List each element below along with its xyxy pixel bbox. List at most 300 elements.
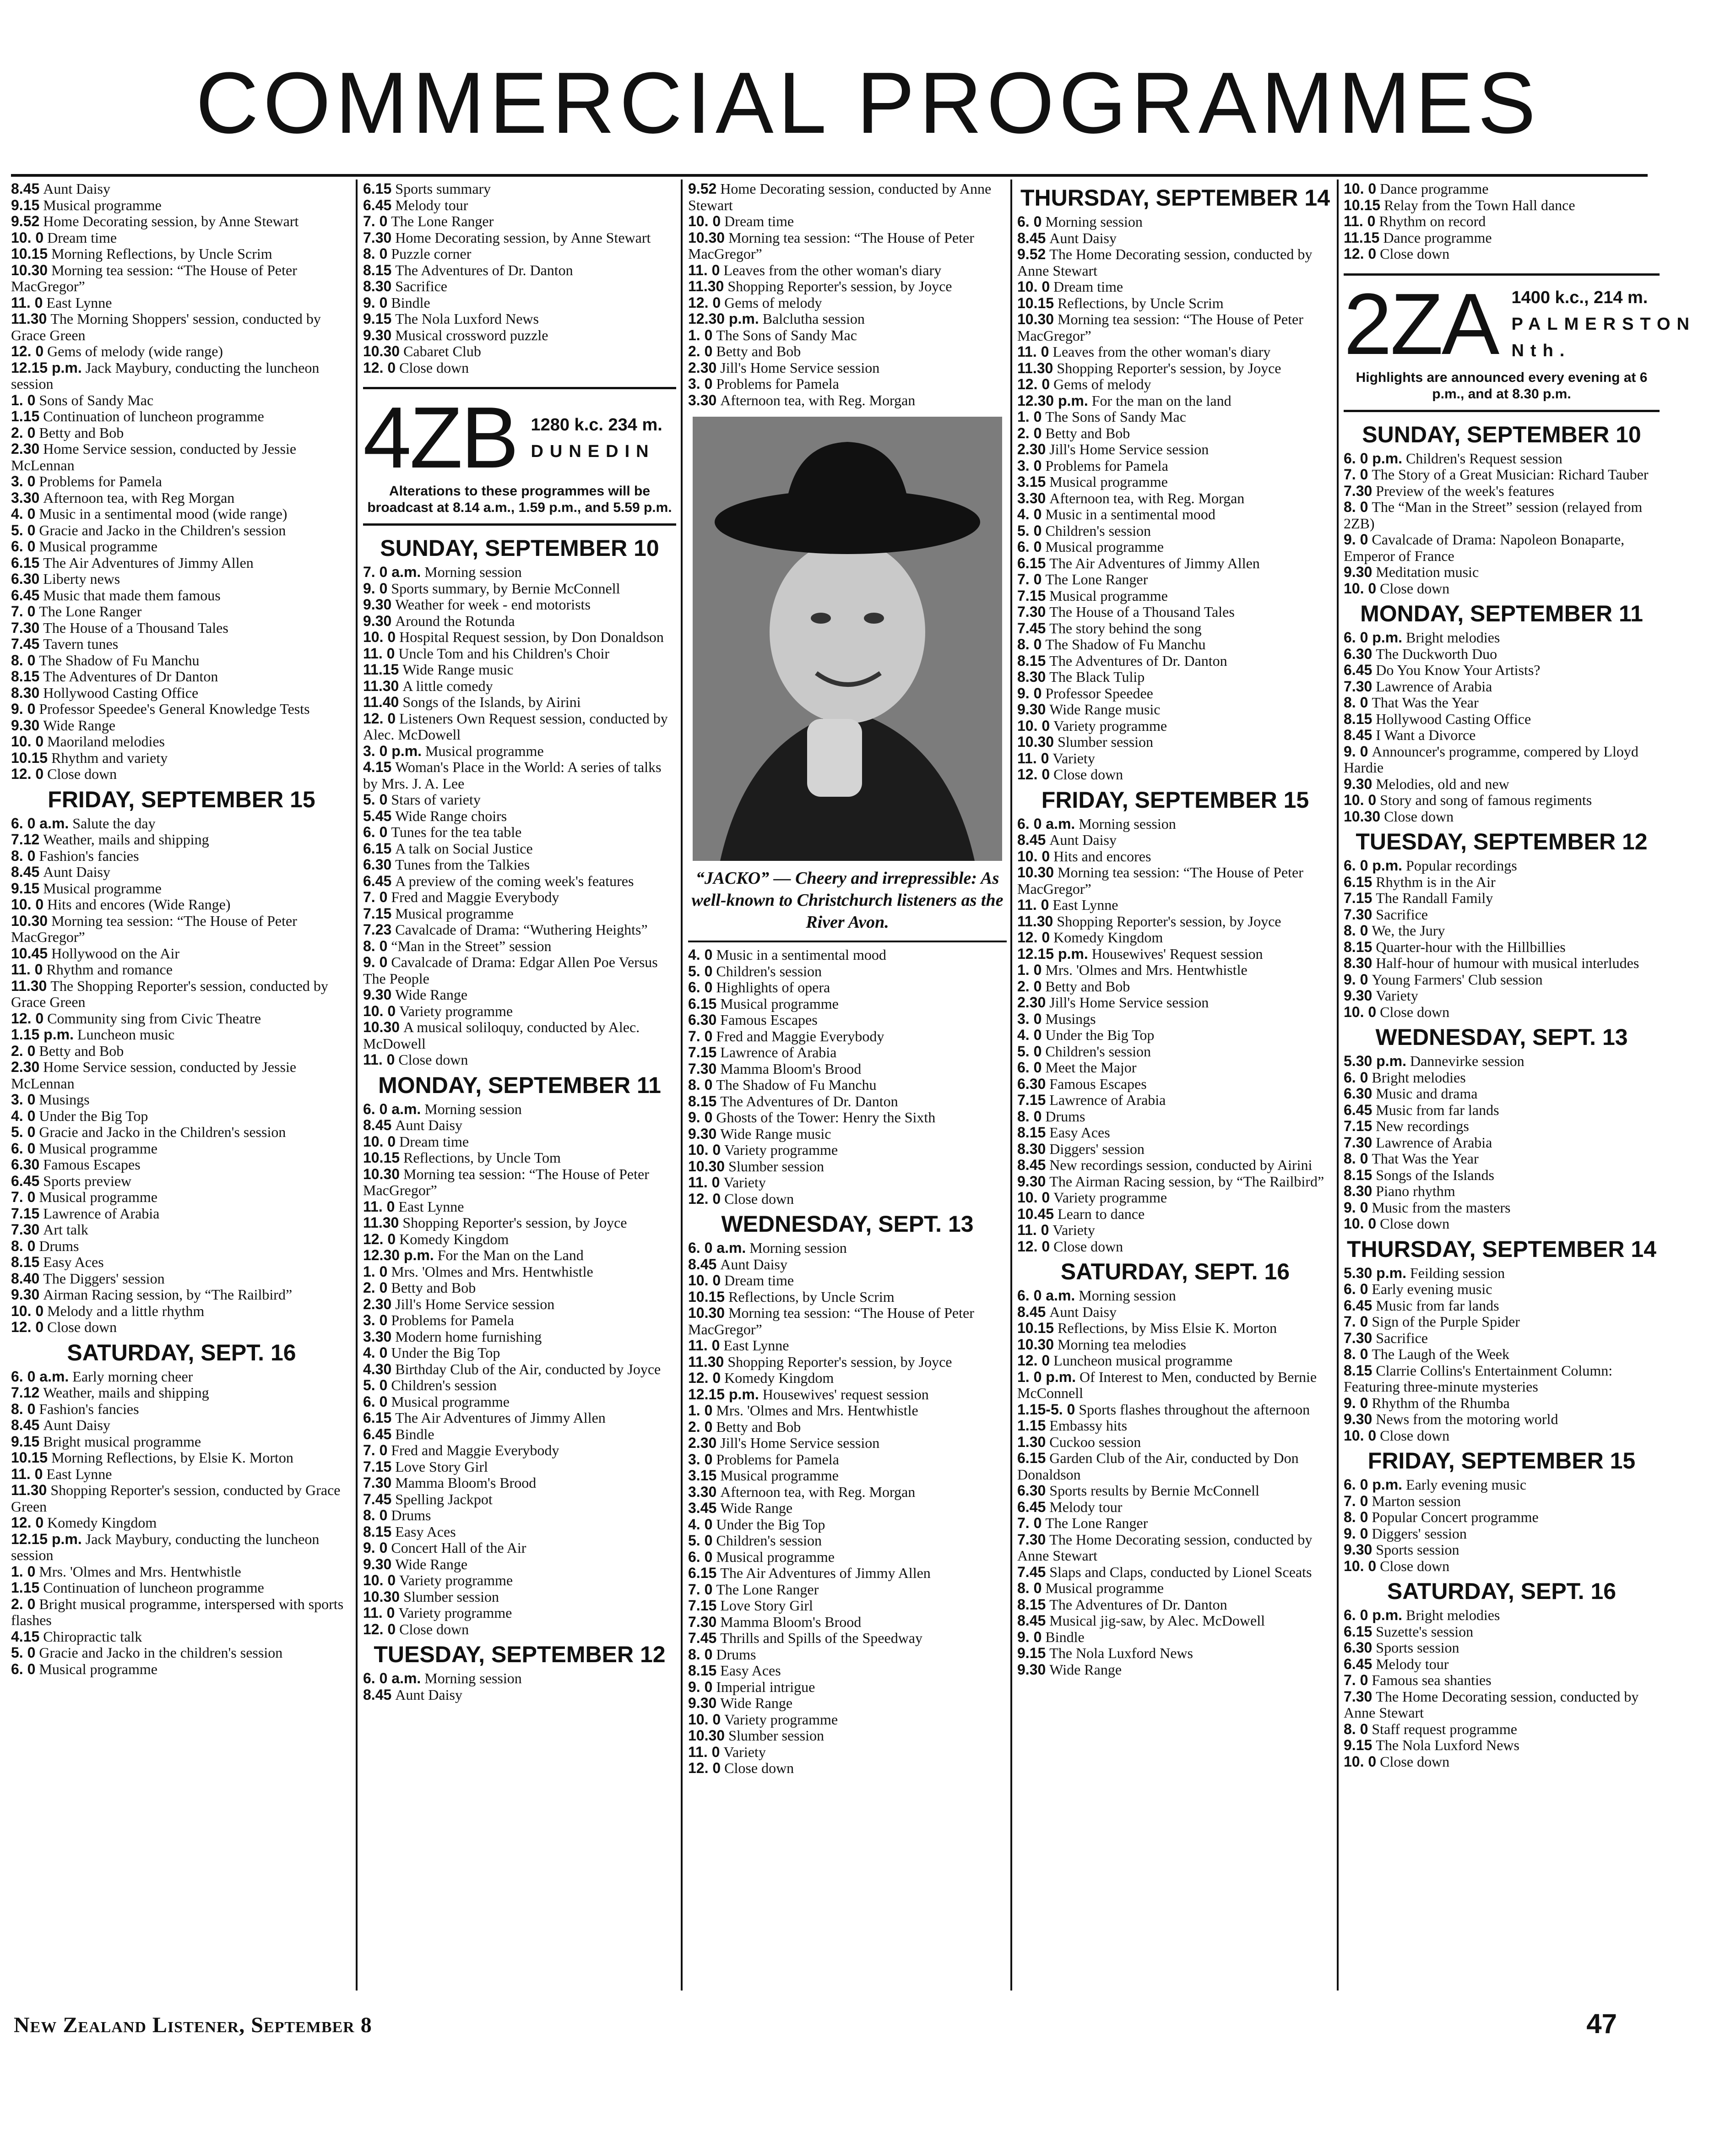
programme-title: Aunt Daisy [43,1417,110,1433]
programme-item [1017,979,1333,995]
programme-time: 8.15 [1344,1362,1373,1379]
programme-title: Young Farmers' Club session [1372,971,1543,988]
programme-item [1017,1044,1333,1060]
programme-title: Jill's Home Service session [720,1435,880,1451]
programme-time: 8. 0 [1344,1150,1368,1167]
programme-item [1344,1298,1660,1314]
programme-time: 12. 0 [688,1190,721,1207]
programme-title: Modern home furnishing [395,1328,542,1345]
programme-item [688,1744,1007,1761]
programme-item [11,1173,352,1190]
programme-item [363,662,676,678]
programme-time: 10.15 [11,1449,48,1466]
programme-item [1344,744,1660,776]
programme-time: 7.15 [1017,587,1046,604]
programme-title: The Morning Shoppers' session, conducted by Grace Green [11,310,321,343]
programme-time: 6.45 [1344,1101,1373,1118]
programme-time: 7. 0 [1017,571,1042,587]
programme-title: Hospital Request session, by Don Donaldson [399,629,664,645]
programme-title: The Adventures of Dr. Danton [1049,1596,1227,1613]
programme-time: 2. 0 [11,1595,36,1612]
programme-item [11,392,352,409]
programme-item [11,1011,352,1027]
programme-time: 7.12 [11,831,40,848]
programme-title: The Nola Luxford News [395,310,539,327]
programme-item [1344,923,1660,939]
programme-item [11,881,352,897]
programme-title: Close down [398,1051,468,1068]
programme-title: Tunes for the tea table [391,824,522,840]
programme-time: 7.45 [363,1490,392,1507]
programme-time: 12.30 p.m. [363,1247,434,1263]
programme-item [363,1556,676,1573]
programme-title: Leaves from the other woman's diary [723,261,942,278]
programme-title: The Air Adventures of Jimmy Allen [720,1565,931,1581]
programme-time: 7.45 [1017,620,1046,636]
programme-item [363,1377,676,1394]
programme-title: Dream time [1053,278,1123,295]
programme-title: Community sing from Civic Theatre [47,1010,261,1027]
programme-time: 10. 0 [1344,1557,1377,1574]
programme-title: Morning tea session: “The House of Peter MacGregor” [1017,311,1303,344]
programme-title: Morning Reflections, by Elsie K. Morton [51,1449,293,1466]
programme-time: 10.45 [1017,1205,1054,1222]
programme-item [688,262,1007,279]
programme-item [363,1312,676,1329]
programme-time: 8.45 [1017,1303,1046,1320]
programme-title: The Air Adventures of Jimmy Allen [1049,555,1260,571]
programme-item [11,262,352,295]
programme-title: The Home Decorating session, conducted by Anne Stewart [1344,1688,1639,1721]
programme-list [11,181,352,783]
programme-item [11,1661,352,1678]
programme-title: Famous sea shanties [1372,1672,1492,1688]
programme-time: 9.30 [363,596,392,613]
programme-time: 6. 0 p.m. [1344,450,1403,467]
programme-title: Slumber session [728,1727,824,1744]
programme-item [688,1647,1007,1663]
programme-time: 10.30 [688,1158,725,1175]
programme-time: 7. 0 [688,1028,713,1044]
programme-time: 8. 0 [688,1646,713,1663]
programme-title: Hollywood Casting Office [1376,710,1531,727]
programme-list [363,181,676,376]
programme-item [11,1059,352,1092]
programme-title: The Nola Luxford News [1049,1645,1193,1661]
station-top [363,389,676,486]
programme-item [1344,1411,1660,1428]
programme-title: Rhythm on record [1379,213,1486,229]
programme-title: Preview of the week's features [1376,482,1554,499]
programme-list [1344,1265,1660,1444]
programme-title: Bindle [395,1425,434,1442]
programme-time: 10.30 [1017,311,1054,327]
programme-item [1017,1353,1333,1369]
day-heading: WEDNESDAY, SEPT. 13 [1375,1024,1628,1050]
programme-title: Popular recordings [1406,857,1517,874]
programme-item [688,1077,1007,1093]
programme-time: 9.52 [11,213,40,229]
programme-item [1017,1369,1333,1402]
station-note: Alterations to these programmes will be broadcast at 8.14 a.m., 1.59 p.m., and 5.59 p.m. [367,484,672,515]
programme-title: Bright melodies [1406,629,1500,646]
station-frequency: 1280 k.c. 234 m. [531,415,662,435]
day-heading: SATURDAY, SEPT. 16 [1060,1259,1290,1284]
programme-title: Lawrence of Arabia [1376,1134,1492,1151]
programme-time: 10.30 [688,1727,725,1744]
programme-time: 5. 0 [688,1532,713,1549]
programme-title: Children's session [1045,522,1151,539]
programme-list [688,181,1007,408]
programme-list [1344,451,1660,597]
programme-title: Music in a sentimental mood (wide range) [39,506,288,522]
programme-item [1017,865,1333,897]
programme-time: 6.15 [1017,1450,1046,1466]
programme-item [688,1582,1007,1598]
programme-title: Gracie and Jacko in the children's session [39,1644,283,1661]
programme-item [1017,1304,1333,1321]
programme-title: Melody tour [1049,1498,1123,1515]
programme-title: Mrs. 'Olmes and Mrs. Hentwhistle [1045,962,1248,978]
programme-time: 6. 0 p.m. [1344,1607,1403,1623]
programme-time: 12. 0 [363,359,396,376]
programme-title: Early morning cheer [72,1368,193,1385]
programme-time: 6. 0 p.m. [1344,629,1403,646]
programme-item [1344,564,1660,581]
programme-time: 7.30 [688,1613,717,1630]
programme-time: 10. 0 [1344,1427,1377,1444]
programme-item [1344,1265,1660,1282]
day-heading: FRIDAY, SEPTEMBER 15 [1367,1448,1636,1474]
programme-time: 5. 0 [11,1644,36,1661]
programme-time: 8.15 [1017,652,1046,669]
programme-item [1017,1027,1333,1044]
programme-title: Bindle [391,294,430,311]
programme-time: 10. 0 [1344,1215,1377,1232]
programme-title: Wide Range music [1049,701,1161,718]
programme-item [363,987,676,1003]
programme-time: 3.15 [688,1467,717,1484]
programme-title: Problems for Pamela [39,473,162,489]
programme-item [1017,409,1333,425]
programme-title: Musical programme [1045,1580,1164,1596]
programme-item [1344,499,1660,532]
programme-title: Under the Big Top [391,1344,500,1361]
programme-item [363,694,676,711]
programme-time: 6.30 [1017,1482,1046,1499]
programme-time: 10.30 [688,1305,725,1321]
programme-item [688,1565,1007,1582]
programme-time: 8. 0 [11,1400,36,1417]
programme-item [11,1287,352,1303]
programme-time: 6. 0 a.m. [688,1240,746,1256]
programme-item [1344,776,1660,793]
programme-item [1017,653,1333,669]
programme-item [363,246,676,262]
programme-item [688,1387,1007,1403]
programme-title: Uncle Tom and his Children's Choir [398,645,610,662]
programme-time: 2.30 [1017,994,1046,1011]
programme-item [11,1580,352,1596]
programme-item [1017,1580,1333,1597]
programme-title: East Lynne [46,1465,112,1482]
programme-time: 6. 0 [1017,538,1042,555]
programme-title: New recordings session, conducted by Airini [1049,1157,1313,1173]
programme-item [11,962,352,978]
programme-title: Listeners Own Request session, conducted by Alec. McDowell [363,710,668,743]
programme-time: 5.45 [363,807,392,824]
programme-time: 8. 0 [1344,1720,1368,1737]
programme-item [1344,1558,1660,1575]
programme-title: Art talk [43,1221,88,1238]
programme-title: Variety [723,1743,766,1760]
programme-time: 3. 0 p.m. [363,742,422,759]
programme-time: 5. 0 [363,791,388,808]
programme-item [1344,1102,1660,1119]
programme-time: 8. 0 [1344,694,1368,711]
programme-item [11,1092,352,1108]
programme-title: Close down [47,766,117,782]
programme-title: Morning tea session: “The House of Peter MacGregor” [688,1305,974,1338]
programme-item [688,1093,1007,1110]
programme-item [1017,995,1333,1011]
column-divider [1010,179,1012,1991]
programme-title: Musical programme [43,196,162,213]
programme-title: Sports summary [395,180,491,197]
programme-time: 9.30 [1344,1541,1373,1558]
programme-time: 10.30 [363,1019,400,1035]
programme-title: Ghosts of the Tower: Henry the Sixth [716,1109,936,1126]
programme-time: 10. 0 [11,1302,44,1319]
programme-title: Fashion's fancies [39,1400,139,1417]
programme-time: 6.30 [11,571,40,587]
programme-time: 9.30 [363,612,392,629]
programme-time: 10.30 [1344,808,1381,825]
programme-item [1017,897,1333,914]
programme-title: Afternoon tea, with Reg. Morgan [1049,489,1245,506]
programme-time: 1. 0 [11,392,36,408]
programme-title: Slumber session [728,1158,824,1175]
programme-title: Aunt Daisy [43,180,110,197]
programme-title: Sports summary, by Bernie McConnell [391,580,620,597]
programme-time: 9. 0 [11,701,36,717]
programme-title: Cavalcade of Drama: Napoleon Bonaparte, Emperor of France [1344,531,1625,564]
programme-time: 8.45 [363,1117,392,1133]
programme-item [11,1645,352,1661]
programme-time: 11. 0 [363,1051,395,1068]
programme-title: Wide Range [1049,1661,1122,1678]
programme-item [1344,1118,1660,1135]
programme-title: Maoriland melodies [47,733,165,750]
programme-time: 11. 0 [1017,1222,1049,1238]
programme-title: Rhythm and romance [46,961,173,978]
programme-title: Bindle [1045,1628,1085,1645]
programme-time: 1.30 [1017,1433,1046,1450]
programme-title: Love Story Girl [720,1597,813,1614]
programme-title: Sports preview [43,1172,132,1189]
programme-item [11,978,352,1011]
programme-time: 10.30 [363,1165,400,1182]
programme-time: 6.45 [1344,1655,1373,1672]
programme-title: Jill's Home Service session [395,1295,555,1312]
programme-title: Morning tea session: “The House of Peter MacGregor” [363,1165,649,1198]
programme-item [1017,311,1333,344]
programme-item [688,1760,1007,1777]
programme-time: 7.15 [688,1597,717,1614]
programme-title: Fashion's fancies [39,847,139,864]
programme-title: The Airman Racing session, by “The Railbird” [1049,1173,1324,1190]
programme-item [1017,702,1333,718]
programme-title: Birthday Club of the Air, conducted by Joyce [395,1360,661,1377]
programme-item [11,1417,352,1434]
programme-item [688,278,1007,295]
station-top [1344,275,1696,373]
programme-item [1344,1346,1660,1363]
programme-title: Dance programme [1383,229,1492,246]
programme-time: 9. 0 [363,954,388,970]
programme-title: Jill's Home Service session [720,359,880,376]
programme-time: 3.30 [688,1483,717,1500]
programme-time: 4.15 [363,759,392,775]
programme-time: 9. 0 [363,1539,388,1556]
programme-time: 3.30 [688,392,717,408]
programme-item [1017,441,1333,458]
programme-item [11,816,352,832]
programme-title: Musical programme [39,1140,157,1157]
programme-time: 1. 0 [688,1402,713,1419]
programme-time: 8. 0 [11,1237,36,1254]
programme-time: 8. 0 [1344,1346,1368,1362]
programme-time: 7. 0 [1344,466,1368,483]
programme-time: 7.30 [688,1060,717,1077]
programme-title: A talk on Social Justice [395,840,533,857]
programme-item [688,1028,1007,1045]
programme-list [1344,1477,1660,1574]
programme-title: Musings [39,1091,90,1108]
programme-title: Jill's Home Service session [1049,994,1209,1011]
programme-title: Songs of the Islands, by Airini [402,694,581,710]
programme-time: 2. 0 [1017,424,1042,441]
programme-item [688,963,1007,980]
programme-title: Home Decorating session, by Anne Stewart [43,213,299,229]
programme-item [11,1222,352,1238]
programme-time: 10.15 [1017,1320,1054,1336]
programme-title: Morning Reflections, by Uncle Scrim [51,245,272,262]
programme-item [11,522,352,539]
programme-item [688,1191,1007,1207]
programme-item [1017,1076,1333,1093]
programme-item [1344,246,1660,262]
programme-time: 12. 0 [1017,929,1050,946]
programme-title: Aunt Daisy [1049,1303,1117,1320]
programme-item [1017,1483,1333,1499]
programme-time: 10.30 [688,229,725,246]
programme-title: Home Service session, conducted by Jessie McLennan [11,1059,297,1092]
programme-time: 6.30 [363,856,392,873]
programme-item [1017,1125,1333,1141]
programme-time: 1.15 [11,1579,40,1596]
programme-title: Close down [399,1621,469,1637]
programme-time: 11. 0 [11,1465,43,1482]
programme-title: Early evening music [1406,1476,1527,1493]
programme-title: Afternoon tea, with Reg. Morgan [720,392,916,408]
programme-time: 2.30 [11,1059,40,1075]
programme-title: Sports session [1376,1541,1459,1558]
programme-time: 8.45 [11,1417,40,1433]
programme-title: Afternoon tea, with Reg. Morgan [720,1483,916,1500]
programme-time: 11. 0 [688,1174,720,1191]
programme-time: 6. 0 a.m. [363,1100,421,1117]
page-number: 47 [1586,2008,1617,2039]
day-heading: TUESDAY, SEPTEMBER 12 [1356,829,1648,854]
programme-time: 2.30 [1017,441,1046,457]
programme-title: Stars of variety [391,791,481,808]
programme-time: 7. 0 [11,603,36,620]
programme-time: 4.30 [363,1360,392,1377]
programme-time: 6. 0 a.m. [1017,1287,1075,1304]
programme-item [363,1507,676,1524]
programme-title: Luncheon musical programme [1053,1352,1233,1369]
programme-item [1344,858,1660,874]
programme-time: 3. 0 [11,473,36,489]
programme-title: Cuckoo session [1049,1433,1141,1450]
programme-item [1017,1532,1333,1564]
programme-title: Music and drama [1376,1085,1478,1102]
programme-item [688,1663,1007,1679]
programme-title: Easy Aces [43,1254,104,1270]
programme-list [1017,214,1333,783]
programme-item [688,1240,1007,1256]
programme-item [1344,662,1660,679]
programme-title: Sports results by Bernie McConnell [1049,1482,1259,1499]
programme-item [11,555,352,571]
programme-time: 4.15 [11,1628,40,1645]
programme-time: 10. 0 [688,1711,721,1728]
programme-title: News from the motoring world [1376,1411,1558,1427]
programme-time: 7. 0 [363,213,388,229]
programme-title: Close down [1380,245,1450,262]
programme-item [363,327,676,344]
programme-title: Komedy Kingdom [47,1514,157,1531]
programme-title: Lawrence of Arabia [43,1205,160,1222]
programme-title: Luncheon music [77,1026,175,1043]
programme-item [11,604,352,620]
programme-time: 9. 0 [1017,685,1042,702]
programme-title: Wide Range [395,986,468,1003]
programme-item [1017,1206,1333,1223]
programme-time: 2. 0 [1017,978,1042,995]
programme-time: 1. 0 [1017,408,1042,425]
programme-list [11,816,352,1336]
programme-time: 9.30 [1017,1661,1046,1678]
programme-title: Drums [391,1507,431,1523]
programme-time: 9. 0 [688,1109,713,1126]
programme-title: Half-hour of humour with musical interludes [1376,955,1639,971]
programme-item [1017,1320,1333,1337]
programme-item [363,1687,676,1703]
programme-time: 9.30 [363,986,392,1003]
programme-time: 3.30 [11,489,40,506]
programme-item [1017,1011,1333,1028]
programme-item [11,1629,352,1645]
programme-time: 9.30 [688,1125,717,1142]
programme-time: 9.30 [11,717,40,734]
programme-item [688,1354,1007,1371]
programme-title: Morning session [424,1670,522,1686]
programme-title: Close down [1380,580,1450,597]
programme-time: 8.15 [11,1254,40,1270]
programme-time: 7.15 [11,1205,40,1222]
